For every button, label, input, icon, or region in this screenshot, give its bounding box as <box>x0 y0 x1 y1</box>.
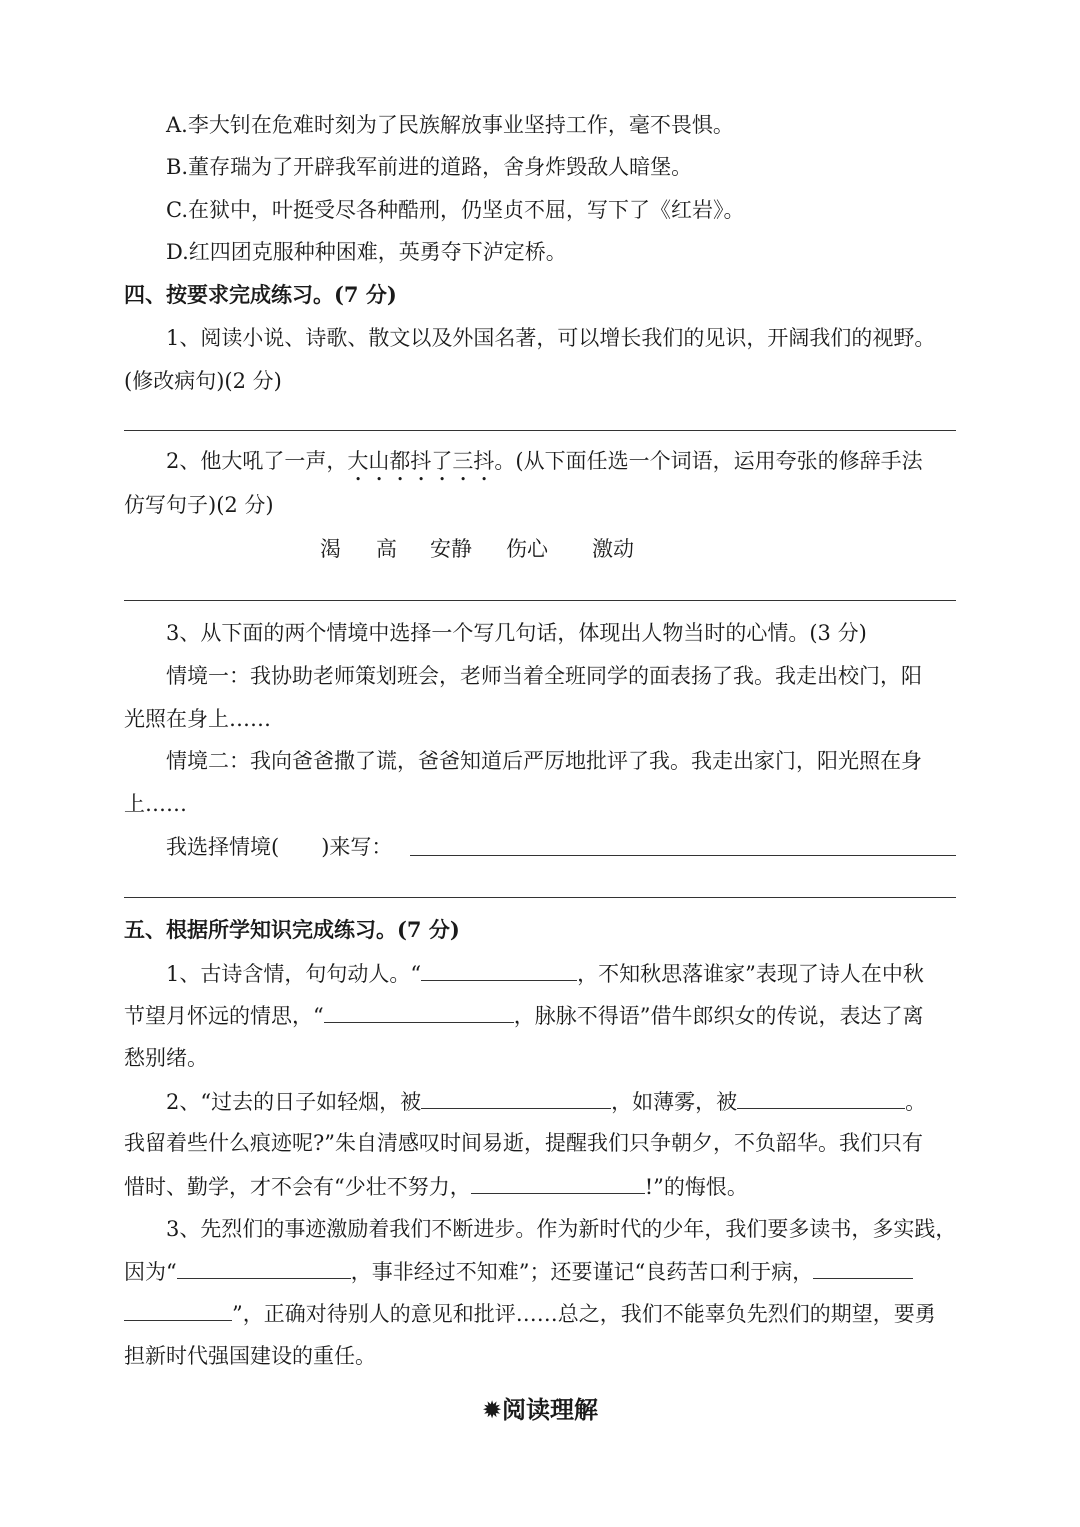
section5-heading: 五、根据所学知识完成练习。(7 分) <box>124 917 460 942</box>
s4-q2-before: 2、他大吼了一声， <box>166 449 348 473</box>
s4-q1-line1: 1、阅读小说、诗歌、散文以及外国名著，可以增长我们的见识，开阔我们的视野。 <box>166 326 936 350</box>
s5-q1-text: 节望月怀远的情思，“ <box>124 1004 324 1028</box>
word-choice: 高 <box>376 537 397 561</box>
s5-q2-text: 2、“过去的日子如轻烟，被 <box>166 1090 422 1114</box>
s5-q1-text: 1、古诗含情，句句动人。“ <box>166 962 422 986</box>
s5-q3-text: 因为“ <box>124 1260 177 1284</box>
choose-situation <box>166 832 956 862</box>
s4-q2-dotted: 大山都抖了三抖 <box>347 449 495 473</box>
option-b: B.董存瑞为了开辟我军前进的道路，舍身炸毁敌人暗堡。 <box>166 155 693 179</box>
situation2-line1: 情境二：我向爸爸撒了谎，爸爸知道后严厉地批评了我。我走出家门，阳光照在身 <box>166 749 922 773</box>
fill-blank[interactable] <box>421 1086 611 1109</box>
situation1-line2: 光照在身上…… <box>124 707 271 731</box>
word-choice: 安静 <box>430 537 472 561</box>
s5-q3-text: ”，正确对待别人的意见和批评……总之，我们不能辜负先烈们的期望，要勇 <box>232 1302 936 1326</box>
fill-blank[interactable] <box>324 1000 514 1023</box>
situation1-line1: 情境一：我协助老师策划班会，老师当着全班同学的面表扬了我。我走出校门，阳 <box>166 664 922 688</box>
answer-line[interactable] <box>410 855 956 856</box>
answer-line[interactable] <box>124 600 956 601</box>
s5-q1-line1 <box>166 958 956 989</box>
answer-line[interactable] <box>124 897 956 898</box>
word-choice: 伤心 <box>506 537 548 561</box>
situation2-line2: 上…… <box>124 792 187 816</box>
s4-q1-line2: (修改病句)(2 分) <box>124 369 282 393</box>
s5-q1-text: ，脉脉不得语”借牛郎织女的传说，表达了离 <box>513 1004 924 1028</box>
answer-line[interactable] <box>124 430 956 431</box>
s5-q2-line3 <box>124 1171 956 1202</box>
reading-comprehension-title: ✹阅读理解 <box>481 1396 599 1424</box>
fill-blank[interactable] <box>421 958 577 981</box>
s5-q2-line2: 我留着些什么痕迹呢?”朱自清感叹时间易逝，提醒我们只争朝夕，不负韶华。我们只有 <box>124 1131 923 1155</box>
s5-q2-text: 惜时、勤学，才不会有“少壮不努力， <box>124 1175 471 1199</box>
s5-q3-line4: 担新时代强国建设的重任。 <box>124 1344 376 1368</box>
fill-blank[interactable] <box>737 1086 905 1109</box>
word-choice: 渴 <box>320 537 341 561</box>
s5-q1-text: ，不知秋思落谁家”表现了诗人在中秋 <box>577 962 924 986</box>
s5-q1-line3: 愁别绪。 <box>124 1046 208 1070</box>
s5-q2-line1 <box>166 1086 956 1117</box>
s5-q3-line1: 3、先烈们的事迹激励着我们不断进步。作为新时代的少年，我们要多读书，多实践， <box>166 1217 957 1241</box>
s5-q2-text: !”的悔恨。 <box>644 1175 748 1199</box>
section4-heading: 四、按要求完成练习。(7 分) <box>124 282 397 307</box>
s5-q2-text: ，如薄雾，被 <box>611 1090 738 1114</box>
fill-blank[interactable] <box>813 1256 913 1279</box>
s5-q1-line2 <box>124 1000 956 1031</box>
option-a: A.李大钊在危难时刻为了民族解放事业坚持工作，毫不畏惧。 <box>166 113 734 137</box>
fill-blank[interactable] <box>177 1256 351 1279</box>
s4-q3-line1: 3、从下面的两个情境中选择一个写几句话，体现出人物当时的心情。(3 分) <box>166 621 867 645</box>
s5-q3-text: ，事非经过不知难”；还要谨记“良药苦口利于病， <box>350 1260 814 1284</box>
choose-label: 我选择情境( )来写： <box>166 835 393 859</box>
s4-q2-line2: 仿写句子)(2 分) <box>124 493 274 517</box>
fill-blank[interactable] <box>471 1171 645 1194</box>
option-c: C.在狱中，叶挺受尽各种酷刑，仍坚贞不屈，写下了《红岩》。 <box>166 198 745 222</box>
s5-q3-line3 <box>124 1298 956 1329</box>
word-choice: 激动 <box>592 537 634 561</box>
fill-blank[interactable] <box>124 1298 232 1321</box>
s4-q2-line1 <box>166 446 956 486</box>
s4-q2-after: 。(从下面任选一个词语，运用夸张的修辞手法 <box>494 449 923 473</box>
s5-q2-text: 。 <box>905 1090 927 1114</box>
s5-q3-line2 <box>124 1256 956 1287</box>
option-d: D.红四团克服种种困难，英勇夺下泸定桥。 <box>166 240 567 264</box>
